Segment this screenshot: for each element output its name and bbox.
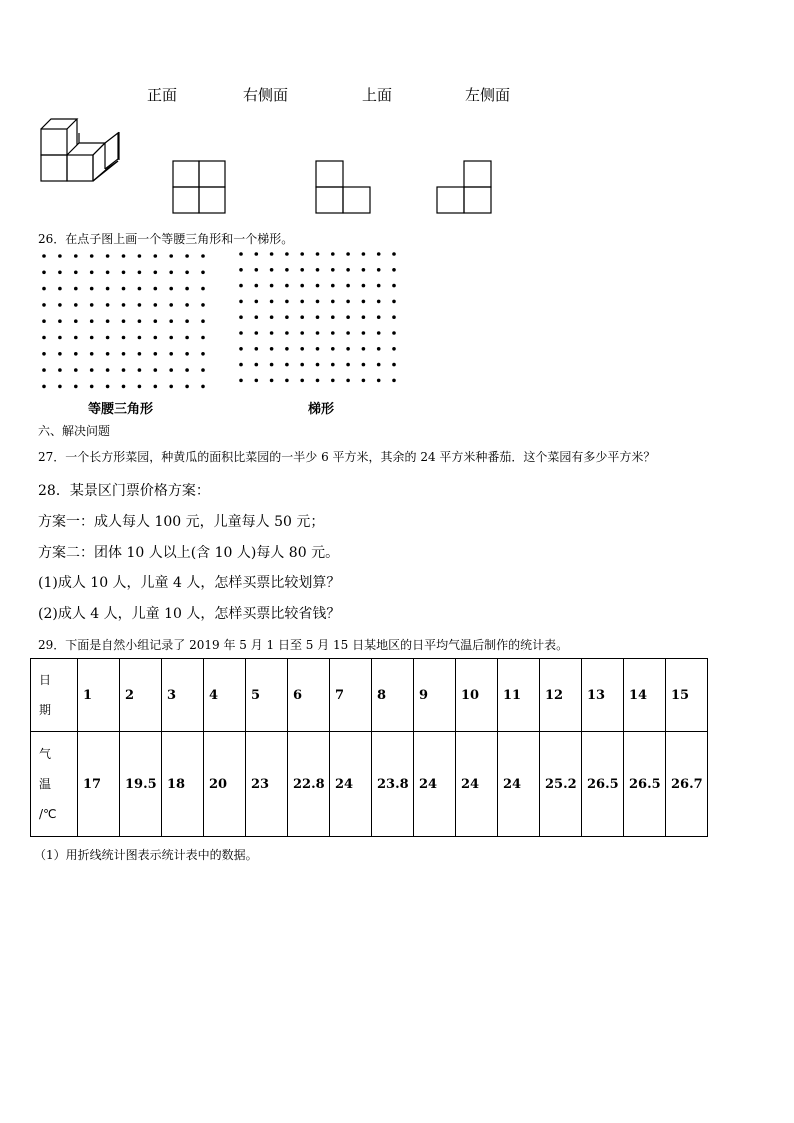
grid-dot[interactable] — [106, 385, 110, 389]
caption-trapezoid: 梯形 — [308, 402, 335, 417]
date-cell: 1 — [78, 659, 120, 732]
grid-dot[interactable] — [201, 319, 205, 323]
grid-dot[interactable] — [377, 315, 381, 319]
question-26: 26．在点子图上画一个等腰三角形和一个梯形。 — [38, 232, 294, 246]
grid-dot[interactable] — [42, 385, 46, 389]
grid-dot[interactable] — [185, 385, 189, 389]
date-cell: 11 — [498, 659, 540, 732]
table-row-temperatures — [31, 732, 708, 837]
grid-dot[interactable] — [362, 363, 366, 367]
grid-dot[interactable] — [169, 287, 173, 291]
date-cell: 6 — [288, 659, 330, 732]
grid-dot[interactable] — [74, 254, 78, 258]
grid-dot[interactable] — [42, 319, 46, 323]
temperature-cell: 19.5 — [120, 732, 162, 837]
grid-dot[interactable] — [169, 336, 173, 340]
grid-dot[interactable] — [154, 336, 158, 340]
view-label-left: 左侧面 — [465, 86, 511, 104]
grid-dot[interactable] — [255, 379, 259, 383]
grid-dot[interactable] — [138, 287, 142, 291]
grid-dot[interactable] — [154, 385, 158, 389]
grid-dot[interactable] — [239, 284, 243, 288]
grid-dot[interactable] — [255, 315, 259, 319]
grid-dot[interactable] — [331, 379, 335, 383]
grid-dot[interactable] — [106, 368, 110, 372]
grid-dot[interactable] — [346, 284, 350, 288]
grid-dot[interactable] — [58, 368, 62, 372]
grid-dot[interactable] — [138, 319, 142, 323]
question-27: 27．一个长方形菜园，种黄瓜的面积比菜园的一半少 6 平方米，其余的 24 平方米种番茄．这个菜园有多少平方米？ — [38, 450, 656, 464]
view-label-top: 上面 — [362, 86, 393, 104]
grid-dot[interactable] — [285, 300, 289, 304]
grid-dot[interactable] — [122, 385, 126, 389]
grid-dot[interactable] — [42, 271, 46, 275]
grid-dot[interactable] — [285, 284, 289, 288]
temperature-cell: 20 — [204, 732, 246, 837]
grid-dot[interactable] — [362, 268, 366, 272]
grid-dot[interactable] — [122, 319, 126, 323]
grid-dot[interactable] — [239, 300, 243, 304]
grid-dot[interactable] — [239, 363, 243, 367]
temperature-cell: 23 — [246, 732, 288, 837]
grid-dot[interactable] — [106, 319, 110, 323]
table-row-dates — [31, 659, 708, 732]
grid-dot[interactable] — [58, 303, 62, 307]
temperature-table — [30, 658, 708, 837]
grid-dot[interactable] — [255, 300, 259, 304]
grid-dot[interactable] — [90, 385, 94, 389]
grid-dot[interactable] — [201, 254, 205, 258]
grid-dot[interactable] — [154, 271, 158, 275]
grid-dot[interactable] — [270, 347, 274, 351]
grid-dot[interactable] — [185, 352, 189, 356]
grid-dot[interactable] — [331, 284, 335, 288]
date-cell: 5 — [246, 659, 288, 732]
grid-dot[interactable] — [300, 284, 304, 288]
grid-dot[interactable] — [74, 368, 78, 372]
row-header-date: 日 期 — [31, 659, 78, 732]
cube-stack-figure — [38, 116, 122, 184]
grid-dot[interactable] — [185, 254, 189, 258]
grid-dot[interactable] — [270, 268, 274, 272]
grid-dot[interactable] — [74, 287, 78, 291]
grid-dot[interactable] — [201, 303, 205, 307]
grid-dot[interactable] — [346, 252, 350, 256]
temperature-cell: 26.5 — [582, 732, 624, 837]
grid-dot[interactable] — [300, 379, 304, 383]
grid-dot[interactable] — [58, 319, 62, 323]
grid-dot[interactable] — [300, 252, 304, 256]
grid-dot[interactable] — [185, 271, 189, 275]
temperature-cell: 24 — [414, 732, 456, 837]
grid-dot[interactable] — [331, 252, 335, 256]
date-cell: 4 — [204, 659, 246, 732]
grid-dot[interactable] — [42, 368, 46, 372]
grid-dot[interactable] — [169, 271, 173, 275]
right-view-figure — [172, 160, 228, 216]
row-header-temperature: 气 温 /℃ — [31, 732, 78, 837]
grid-dot[interactable] — [90, 368, 94, 372]
grid-dot[interactable] — [392, 268, 396, 272]
grid-dot[interactable] — [185, 319, 189, 323]
grid-dot[interactable] — [392, 300, 396, 304]
grid-dot[interactable] — [316, 268, 320, 272]
date-cell: 2 — [120, 659, 162, 732]
grid-dot[interactable] — [201, 287, 205, 291]
grid-dot[interactable] — [90, 254, 94, 258]
grid-dot[interactable] — [300, 347, 304, 351]
temperature-cell: 26.7 — [666, 732, 708, 837]
grid-dot[interactable] — [377, 331, 381, 335]
grid-dot[interactable] — [392, 379, 396, 383]
grid-dot[interactable] — [169, 303, 173, 307]
grid-dot[interactable] — [154, 303, 158, 307]
grid-dot[interactable] — [377, 284, 381, 288]
grid-dot[interactable] — [255, 284, 259, 288]
grid-dot[interactable] — [331, 300, 335, 304]
grid-dot[interactable] — [154, 254, 158, 258]
grid-dot[interactable] — [138, 368, 142, 372]
grid-dot[interactable] — [346, 331, 350, 335]
grid-dot[interactable] — [239, 347, 243, 351]
grid-dot[interactable] — [90, 352, 94, 356]
grid-dot[interactable] — [285, 363, 289, 367]
grid-dot[interactable] — [122, 368, 126, 372]
date-cell: 3 — [162, 659, 204, 732]
grid-dot[interactable] — [239, 315, 243, 319]
grid-dot[interactable] — [331, 331, 335, 335]
question-29: 29．下面是自然小组记录了 2019 年 5 月 1 日至 5 月 15 日某地区的日平均气温后制作的统计表。 — [38, 638, 569, 652]
grid-dot[interactable] — [74, 385, 78, 389]
grid-dot[interactable] — [58, 352, 62, 356]
grid-dot[interactable] — [42, 254, 46, 258]
dot-grid-triangle[interactable] — [40, 250, 210, 390]
grid-dot[interactable] — [90, 287, 94, 291]
grid-dot[interactable] — [362, 252, 366, 256]
temperature-cell: 23.8 — [372, 732, 414, 837]
grid-dot[interactable] — [201, 271, 205, 275]
grid-dot[interactable] — [255, 268, 259, 272]
grid-dot[interactable] — [185, 336, 189, 340]
grid-dot[interactable] — [74, 303, 78, 307]
question-28-plan1: 方案一：成人每人 100 元，儿童每人 50 元； — [38, 514, 325, 530]
grid-dot[interactable] — [58, 271, 62, 275]
temperature-cell: 17 — [78, 732, 120, 837]
grid-dot[interactable] — [154, 319, 158, 323]
grid-dot[interactable] — [285, 331, 289, 335]
grid-dot[interactable] — [255, 252, 259, 256]
grid-dot[interactable] — [346, 315, 350, 319]
date-cell: 9 — [414, 659, 456, 732]
grid-dot[interactable] — [285, 315, 289, 319]
grid-dot[interactable] — [316, 315, 320, 319]
top-view-figure — [315, 160, 373, 216]
grid-dot[interactable] — [42, 287, 46, 291]
grid-dot[interactable] — [300, 331, 304, 335]
grid-dot[interactable] — [346, 379, 350, 383]
section-heading: 六、解决问题 — [38, 424, 111, 438]
grid-dot[interactable] — [346, 300, 350, 304]
grid-dot[interactable] — [316, 252, 320, 256]
grid-dot[interactable] — [42, 303, 46, 307]
grid-dot[interactable] — [169, 254, 173, 258]
grid-dot[interactable] — [316, 300, 320, 304]
grid-dot[interactable] — [138, 352, 142, 356]
grid-dot[interactable] — [138, 271, 142, 275]
temperature-cell: 18 — [162, 732, 204, 837]
grid-dot[interactable] — [239, 331, 243, 335]
grid-dot[interactable] — [42, 352, 46, 356]
grid-dot[interactable] — [201, 336, 205, 340]
grid-dot[interactable] — [377, 252, 381, 256]
date-cell: 7 — [330, 659, 372, 732]
grid-dot[interactable] — [300, 300, 304, 304]
grid-dot[interactable] — [270, 379, 274, 383]
grid-dot[interactable] — [154, 352, 158, 356]
grid-dot[interactable] — [285, 347, 289, 351]
grid-dot[interactable] — [138, 336, 142, 340]
grid-dot[interactable] — [42, 336, 46, 340]
date-cell: 13 — [582, 659, 624, 732]
question-28-plan2: 方案二：团体 10 人以上(含 10 人)每人 80 元。 — [38, 545, 340, 561]
grid-dot[interactable] — [331, 268, 335, 272]
grid-dot[interactable] — [255, 331, 259, 335]
grid-dot[interactable] — [285, 252, 289, 256]
grid-dot[interactable] — [285, 268, 289, 272]
grid-dot[interactable] — [138, 254, 142, 258]
grid-dot[interactable] — [316, 331, 320, 335]
grid-dot[interactable] — [300, 315, 304, 319]
grid-dot[interactable] — [169, 319, 173, 323]
grid-dot[interactable] — [122, 254, 126, 258]
grid-dot[interactable] — [392, 252, 396, 256]
grid-dot[interactable] — [239, 252, 243, 256]
grid-dot[interactable] — [331, 363, 335, 367]
grid-dot[interactable] — [201, 352, 205, 356]
grid-dot[interactable] — [346, 347, 350, 351]
grid-dot[interactable] — [316, 379, 320, 383]
grid-dot[interactable] — [74, 352, 78, 356]
grid-dot[interactable] — [74, 271, 78, 275]
grid-dot[interactable] — [185, 287, 189, 291]
temperature-cell: 22.8 — [288, 732, 330, 837]
grid-dot[interactable] — [377, 300, 381, 304]
grid-dot[interactable] — [346, 268, 350, 272]
grid-dot[interactable] — [346, 363, 350, 367]
temperature-cell: 24 — [498, 732, 540, 837]
question-28-sub2: (2)成人 4 人，儿童 10 人，怎样买票比较省钱？ — [38, 606, 341, 622]
grid-dot[interactable] — [58, 336, 62, 340]
view-label-right: 右侧面 — [243, 86, 289, 104]
grid-dot[interactable] — [122, 352, 126, 356]
grid-dot[interactable] — [90, 336, 94, 340]
grid-dot[interactable] — [316, 363, 320, 367]
grid-dot[interactable] — [138, 385, 142, 389]
grid-dot[interactable] — [58, 287, 62, 291]
date-cell: 12 — [540, 659, 582, 732]
grid-dot[interactable] — [122, 336, 126, 340]
grid-dot[interactable] — [154, 368, 158, 372]
grid-dot[interactable] — [270, 331, 274, 335]
grid-dot[interactable] — [106, 287, 110, 291]
grid-dot[interactable] — [255, 363, 259, 367]
temperature-cell: 26.5 — [624, 732, 666, 837]
grid-dot[interactable] — [300, 363, 304, 367]
grid-dot[interactable] — [377, 379, 381, 383]
grid-dot[interactable] — [106, 271, 110, 275]
grid-dot[interactable] — [122, 271, 126, 275]
grid-dot[interactable] — [331, 315, 335, 319]
caption-isosceles-triangle: 等腰三角形 — [88, 402, 154, 417]
grid-dot[interactable] — [169, 352, 173, 356]
grid-dot[interactable] — [90, 271, 94, 275]
grid-dot[interactable] — [154, 287, 158, 291]
grid-dot[interactable] — [169, 368, 173, 372]
grid-dot[interactable] — [316, 284, 320, 288]
grid-dot[interactable] — [362, 315, 366, 319]
grid-dot[interactable] — [285, 379, 289, 383]
grid-dot[interactable] — [201, 385, 205, 389]
grid-dot[interactable] — [392, 347, 396, 351]
grid-dot[interactable] — [316, 347, 320, 351]
grid-dot[interactable] — [331, 347, 335, 351]
grid-dot[interactable] — [362, 331, 366, 335]
grid-dot[interactable] — [362, 284, 366, 288]
grid-dot[interactable] — [362, 379, 366, 383]
grid-dot[interactable] — [106, 336, 110, 340]
grid-dot[interactable] — [138, 303, 142, 307]
grid-dot[interactable] — [90, 319, 94, 323]
grid-dot[interactable] — [392, 331, 396, 335]
grid-dot[interactable] — [106, 254, 110, 258]
view-label-front: 正面 — [147, 86, 178, 104]
question-29-sub1: （1）用折线统计图表示统计表中的数据。 — [34, 848, 258, 862]
date-cell: 8 — [372, 659, 414, 732]
temperature-cell: 24 — [456, 732, 498, 837]
grid-dot[interactable] — [270, 363, 274, 367]
grid-dot[interactable] — [58, 385, 62, 389]
temperature-cell: 25.2 — [540, 732, 582, 837]
grid-dot[interactable] — [169, 385, 173, 389]
date-cell: 14 — [624, 659, 666, 732]
grid-dot[interactable] — [239, 379, 243, 383]
grid-dot[interactable] — [270, 300, 274, 304]
grid-dot[interactable] — [106, 303, 110, 307]
grid-dot[interactable] — [185, 368, 189, 372]
grid-dot[interactable] — [90, 303, 94, 307]
grid-dot[interactable] — [255, 347, 259, 351]
date-cell: 15 — [666, 659, 708, 732]
dot-grid-trapezoid[interactable] — [236, 248, 406, 390]
question-28-title: 28．某景区门票价格方案： — [38, 483, 210, 499]
grid-dot[interactable] — [270, 315, 274, 319]
grid-dot[interactable] — [239, 268, 243, 272]
grid-dot[interactable] — [122, 287, 126, 291]
grid-dot[interactable] — [74, 336, 78, 340]
grid-dot[interactable] — [270, 252, 274, 256]
left-view-figure — [436, 160, 494, 216]
grid-dot[interactable] — [377, 363, 381, 367]
grid-dot[interactable] — [377, 268, 381, 272]
grid-dot[interactable] — [392, 315, 396, 319]
grid-dot[interactable] — [362, 300, 366, 304]
grid-dot[interactable] — [106, 352, 110, 356]
grid-dot[interactable] — [362, 347, 366, 351]
grid-dot[interactable] — [300, 268, 304, 272]
grid-dot[interactable] — [392, 363, 396, 367]
grid-dot[interactable] — [74, 319, 78, 323]
grid-dot[interactable] — [201, 368, 205, 372]
grid-dot[interactable] — [122, 303, 126, 307]
grid-dot[interactable] — [270, 284, 274, 288]
grid-dot[interactable] — [185, 303, 189, 307]
temperature-cell: 24 — [330, 732, 372, 837]
grid-dot[interactable] — [392, 284, 396, 288]
grid-dot[interactable] — [58, 254, 62, 258]
grid-dot[interactable] — [377, 347, 381, 351]
question-28-sub1: (1)成人 10 人，儿童 4 人，怎样买票比较划算？ — [38, 575, 341, 591]
date-cell: 10 — [456, 659, 498, 732]
